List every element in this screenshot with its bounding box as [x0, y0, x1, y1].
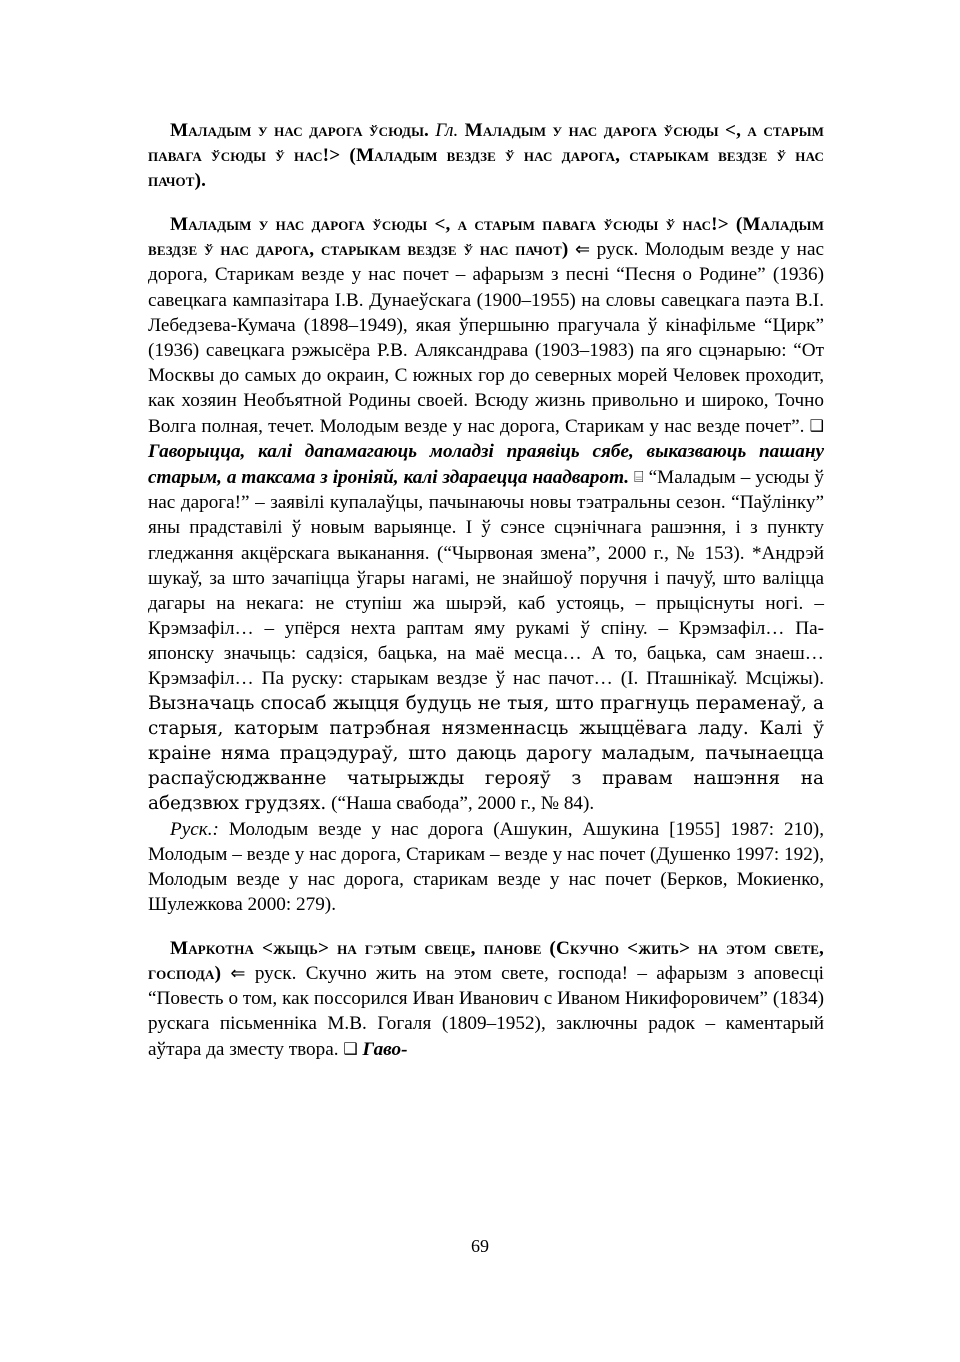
- headword-belarusian: Маладым у нас дарога ўсюды <, а старым павага ўсюды ў нас!>: [170, 214, 729, 236]
- usage-note-continued: Гаво-: [362, 1039, 408, 1061]
- page-number: 69: [471, 1236, 489, 1256]
- source-language-label: руск.: [254, 963, 297, 984]
- citation-text-2: *Андрэй шукаў, за што зачапіцца ўгары нагамі, не знайшоў поручня і пачуў, што валіцца дагары на некага: не ступіш жа шырэй, каб устояць, – прыціснуты ногі. – Крэмзафіл… – упёрся нехта раптам яму рукамі ў спіну. – Крэмзафіл… Па-японску значыць: садзіся, бацька, на маё месца… А то, бацька, сам знаеш… Крэмзафіл… Па руску: старыкам вездзе ў нас пачот…: [148, 542, 825, 689]
- etymology-text: Скучно жить на этом свете, господа! – афарызм з аповесці “Повесть о том, как поссорился Иван Иванович с Иваном Никифоровичем” (1834) рускага пісьменніка М.В. Гогаля (1809–1952), заключны радок – каментарый аўтара да зместу твора.: [148, 963, 825, 1061]
- citation-source-2: (І. Пташнікаў. Мсціжы).: [620, 667, 824, 689]
- citation-source-3: (“Наша свабода”, 2000 г., № 84).: [331, 793, 595, 815]
- headword: Маладым у нас дарога ўсюды.: [170, 120, 429, 141]
- book-icon: ⌸: [634, 467, 644, 487]
- usage-note: Гаворыцца, калі дапамагаюць моладзі праявіць сябе, выказваюць пашану старым, а таксама з іроніяй, калі здараецца наадварот.: [148, 441, 824, 489]
- etymology-text: Молодым везде у нас дорога, Старикам везде у нас почет – афарызм з песні “Песня о Родине” (1936) савецкага кампазітара І.В. Дунаеўскага (1900–1955) на словы савецкага паэта В.І. Лебедзева-Кумача (1898–1949), якая ўпершыню прагучала ў кінафільме “Цирк” (1936) савецкага рэжысёра Р.В. Аляксандрава (1903–1983) па яго сцэнарыю:: [148, 239, 824, 361]
- see-also-marker: Гл.: [435, 120, 459, 141]
- headword-gloss: (Скучно <жить> на этом свете, господа): [148, 937, 825, 984]
- headword-belarusian: Маркотна <жыць> на гэтым свеце, панове: [170, 937, 542, 959]
- left-double-arrow-icon: ⇐: [575, 239, 591, 261]
- cross-reference-target: Маладым у нас дарога ўсюды <, а старым павага ўсюды ў нас!> (Маладым вездзе ў нас дарога, старыкам вездзе ў нас пачот).: [148, 120, 825, 192]
- dictionary-entry-markotna: [148, 936, 824, 1062]
- russian-section-text: Молодым везде у нас дорога (Ашукин, Ашукина [1955] 1987: 210), Молодым – везде у нас дорога, Старикам – везде у нас почет (Душенко 1997: 192), Молодым везде у нас дорога, старикам везде у нас почет (Берков, Мокиенко, Шулежкова 2000: 279).: [148, 818, 824, 915]
- open-square-icon: ❑: [343, 1039, 358, 1059]
- quotation-russian: “От Москвы до самых до окраин, С южных гор до северных морей Человек проходит, как хозяин Необъятной Родины своей. Всюду жизнь привольно и широко, Точно Волга полная, течет. Молодым везде у нас дорога, Старикам у нас везде почет”.: [148, 339, 824, 438]
- page-text-block: [148, 118, 824, 1062]
- citation-source-1: (“Чырвоная змена”, 2000 г., № 153).: [436, 542, 745, 564]
- dictionary-entry-maladym: [148, 212, 824, 816]
- russian-equivalents-block: [148, 817, 824, 917]
- citation-text-1: “Маладым – усюды ў нас дарога!” – заявілі купалаўцы, пачынаючы новы тэатральны сезон. “Паўлінку” яны прадставілі ў новым варыянце. І ў сэнсе сцэнічнага рашэння, і з пункту гледжання акцёрскага выканання.: [148, 467, 825, 564]
- dictionary-entry-cross-reference: [148, 118, 824, 193]
- russian-section-label: Руск.:: [170, 818, 219, 840]
- source-language-label: руск.: [596, 239, 639, 261]
- headword-gloss: (Маладым вездзе ў нас дарога, старыкам вездзе ў нас пачот): [148, 214, 824, 261]
- citation-text-3: Вызначаць спосаб жыцця будуць не тыя, што прагнуць пераменаў, а старыя, каторым патрэбная нязменнасць жыццёвага ладу. Калі ў краіне няма працэдураў, што даюць дарогу маладым, пачынаецца распаўсюджванне чатырыжды герояў з правам нашэння на абедзвюх грудзях.: [148, 693, 824, 815]
- open-square-icon: ❑: [809, 416, 824, 436]
- left-double-arrow-icon: ⇐: [230, 963, 246, 984]
